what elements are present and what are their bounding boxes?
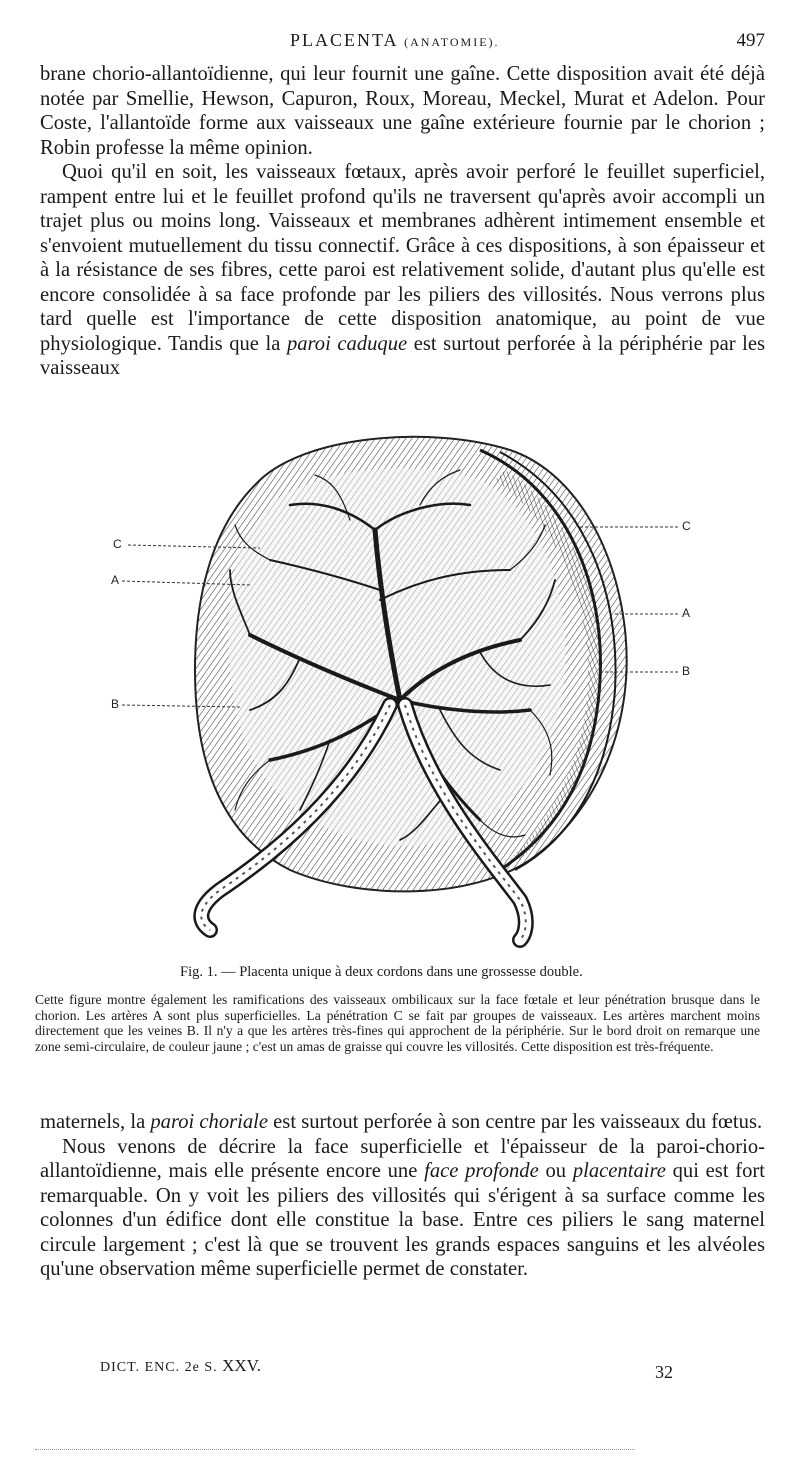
- last-part-2: ou: [545, 1160, 567, 1182]
- paragraph-2: [40, 160, 765, 381]
- figure-label-a-right: A: [682, 606, 691, 620]
- continuation-emphasis: paroi choriale: [150, 1111, 269, 1133]
- figure-caption-body: [35, 992, 760, 1054]
- placenta-figure: [100, 430, 710, 965]
- figure-label-c-right: C: [682, 519, 691, 533]
- body-text-top: [40, 62, 765, 381]
- page-number: 497: [736, 30, 765, 51]
- footer-sheet-number: 32: [655, 1362, 673, 1382]
- figure-label-c-left: C: [113, 537, 122, 551]
- fetal-face: [228, 468, 565, 846]
- paragraph-2-end: est surtout perforée à la périphérie par les vaisseaux: [40, 332, 766, 379]
- running-title-text: PLACENTA: [290, 30, 398, 50]
- last-part-1: Nous venons de décrire la face superficielle et l'épaisseur de la paroi-chorio-allantoïdienne, mais elle présente encore une: [40, 1135, 765, 1182]
- figure-caption-text: Cette figure montre également les ramifications des vaisseaux ombilicaux sur la face fœtale et leur pénétration brusque dans le chorion. Les artères A sont plus superficielles. La pénétration C se fait par groupes de vaisseaux. Les artères marchent moins directement que les veines B. Il n'y a que les artères très-fines qui approchent de la périphérie. Sur le bord droit on remarque une zone semi-circulaire, de couleur jaune ; c'est un amas de graisse qui couvre les villosités. Cette disposition est très-fréquente.: [35, 992, 760, 1054]
- body-text-bottom: [40, 1110, 765, 1282]
- running-head: [40, 30, 765, 54]
- paragraph-last: [40, 1135, 765, 1282]
- figure-caption-title: Fig. 1. — Placenta unique à deux cordons dans une grossesse double.: [180, 964, 583, 980]
- paragraph-continuation: [40, 1110, 765, 1135]
- bottom-rule: [35, 1449, 635, 1450]
- last-emphasis-2: placentaire: [572, 1160, 666, 1182]
- footer-volume: XXV.: [222, 1356, 262, 1375]
- footer-signature: [100, 1356, 261, 1376]
- last-part-3: qui est fort remarquable. On y voit les piliers des villosités qui s'érigent à sa surface comme les colonnes d'un édifice dont elle constitue la base. Entre ces piliers le sang maternel circule largement ; c'est là que se trouvent les grands espaces sanguins et les alvéoles qu'une observation même superficielle permet de constater.: [40, 1160, 766, 1280]
- figure-label-b-left: B: [111, 697, 120, 711]
- continuation-start: maternels, la: [40, 1111, 146, 1133]
- continuation-end: est surtout perforée à son centre par les vaisseaux du fœtus.: [273, 1111, 763, 1133]
- paragraph-2-emphasis: paroi caduque: [286, 332, 408, 355]
- last-emphasis-1: face profonde: [424, 1160, 539, 1182]
- footer-series: DICT. ENC. 2e S.: [100, 1360, 218, 1375]
- running-title: [290, 30, 500, 51]
- figure-label-a-left: A: [111, 573, 120, 587]
- running-subtitle: (ANATOMIE).: [404, 35, 500, 49]
- figure-label-b-right: B: [682, 664, 691, 678]
- paragraph-2-text: Quoi qu'il en soit, les vaisseaux fœtaux, après avoir perforé le feuillet superficiel, rampent entre lui et le feuillet profond qu'ils ne traversent qu'après avoir accompli un trajet plus ou moins long. Vaisseaux et membranes adhèrent intimement ensemble et s'envoient mutuellement du tissu connectif. Grâce à ces dispositions, à son épaisseur et à la résistance de ses fibres, cette paroi est relativement solide, d'autant plus qu'elle est encore consolidée à sa face profonde par les piliers des villosités. Nous verrons plus tard quelle est l'importance de cette disposition anatomique, au point de vue physiologique. Tandis que la: [40, 161, 765, 355]
- paragraph-1: brane chorio-allantoïdienne, qui leur fournit une gaîne. Cette disposition avait été déjà notée par Smellie, Hewson, Capuron, Roux, Moreau, Meckel, Murat et Adelon. Pour Coste, l'allantoïde forme aux vaisseaux une gaîne extérieure fournie par le chorion ; Robin professe la même opinion.: [40, 63, 765, 159]
- placenta-illustration: [100, 430, 710, 965]
